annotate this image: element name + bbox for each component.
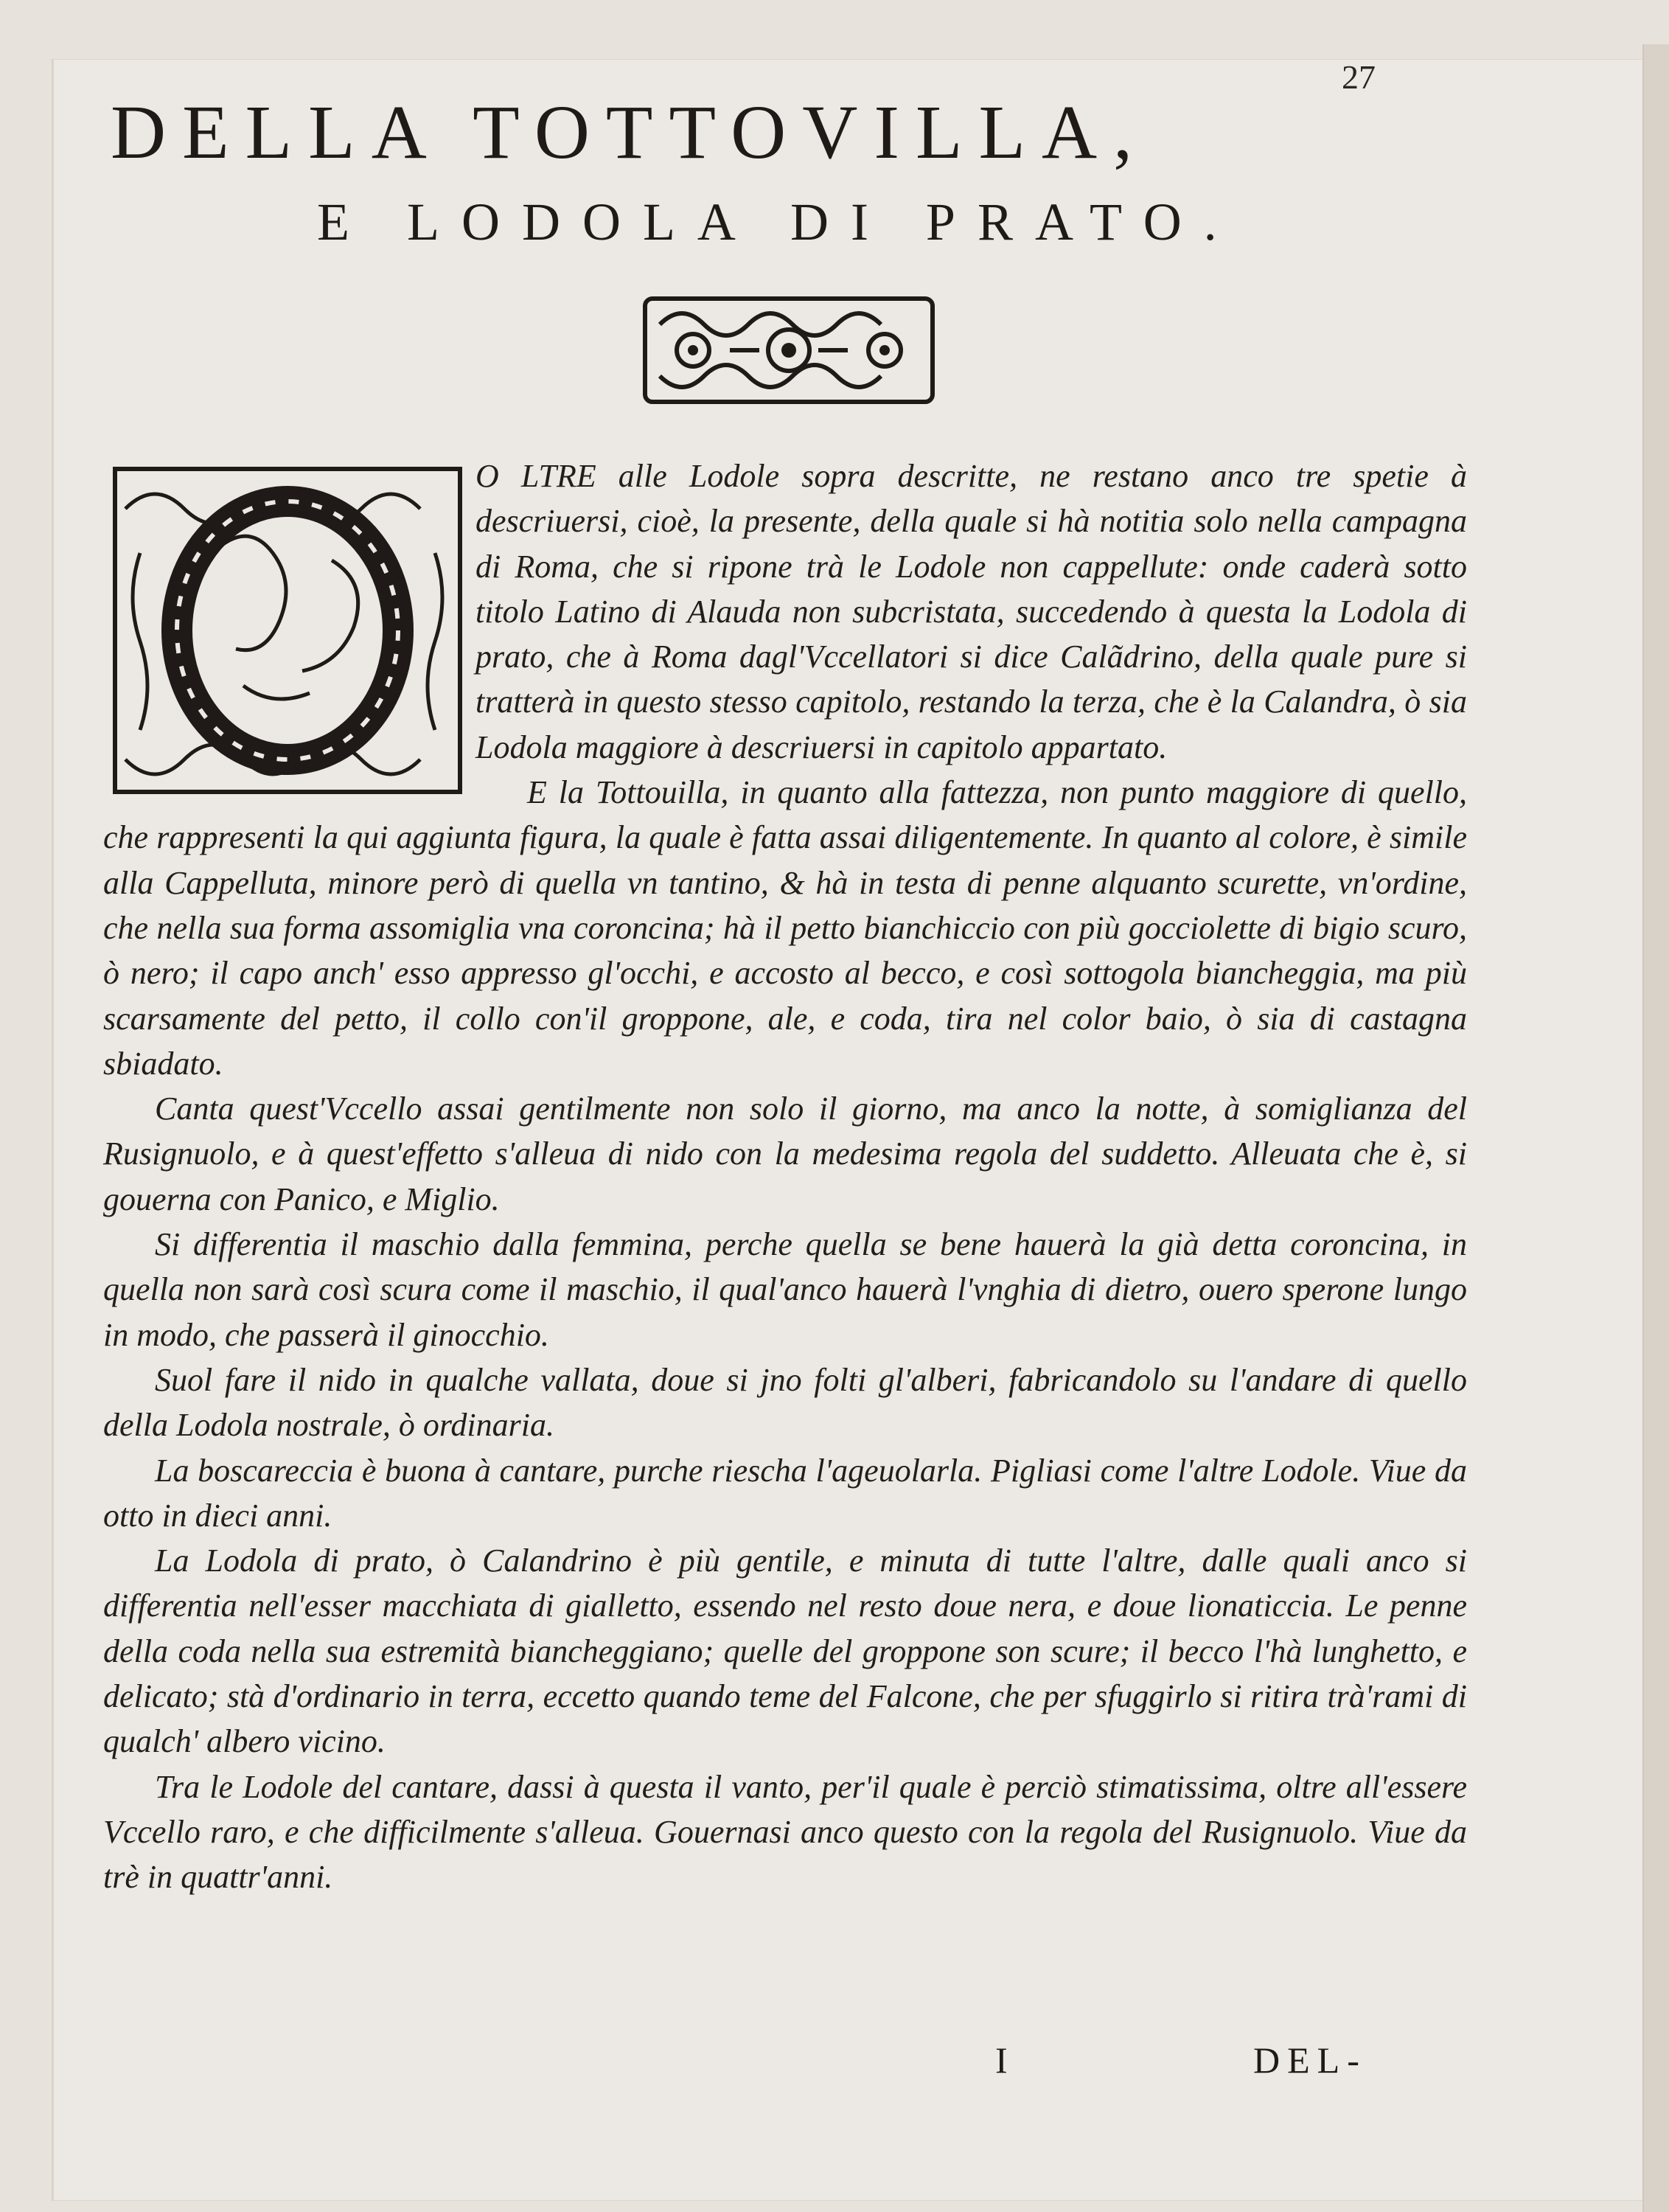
body-text bbox=[103, 453, 1467, 1900]
paragraph-2: E la Tottouilla, in quanto alla fattezza, non punto maggiore di quello, che rappresenti la qui aggiunta figura, la quale è fatta assai diligentemente. In quanto al colore, è simile alla Cappelluta, minore però di quella vn tantino, & hà in testa di penne alquanto scurette, vn'ordine, che nella sua forma assomiglia vna coroncina; hà il petto bianchiccio con più gocciolette di bigio scuro, ò nero; il capo anch' esso appresso gl'occhi, e accosto al becco, e così sottogola biancheggia, ma più scarsamente del petto, il collo con'il groppone, ale, e coda, tira nel color baio, ò sia di castagna sbiadato. bbox=[103, 774, 1467, 1082]
paragraph-5: Suol fare il nido in qualche vallata, doue si jno folti gl'alberi, fabricandolo su l'andare di quello della Lodola nostrale, ò ordinaria. bbox=[103, 1361, 1467, 1444]
page-subtitle: E LODOLA DI PRATO. bbox=[317, 192, 1239, 251]
catchword: DEL- bbox=[1253, 2039, 1367, 2081]
woodcut-ornament bbox=[641, 295, 936, 406]
paragraph-6: La boscareccia è buona à cantare, purche riescha l'ageuolarla. Pigliasi come l'altre Lodole. Viue da otto in dieci anni. bbox=[103, 1452, 1467, 1534]
signature-mark: I bbox=[995, 2039, 1008, 2081]
binding-edge bbox=[1642, 44, 1669, 2212]
page-number: 27 bbox=[1342, 58, 1376, 96]
paragraph-8: Tra le Lodole del cantare, dassi à questa il vanto, per'il quale è perciò stimatissima, oltre all'essere Vccello raro, e che difficilmente s'alleua. Gouernasi anco questo con la regola del Rusignuolo. Viue da trè in quattr'anni. bbox=[103, 1768, 1467, 1896]
paragraph-7: La Lodola di prato, ò Calandrino è più gentile, e minuta di tutte l'altre, dalle quali anco si differentia nell'esser macchiata di gialletto, essendo nel resto doue nera, e doue lionaticcia. Le penne della coda nella sua estremità biancheggiano; quelle del groppone son scure; il becco l'hà lunghetto, e delicato; stà d'ordinario in terra, eccetto quando teme del Falcone, che per sfuggirlo si ritira trà'rami di qualch' albero vicino. bbox=[103, 1543, 1467, 1760]
paragraph-3: Canta quest'Vccello assai gentilmente non solo il giorno, ma anco la notte, à somiglianza del Rusignuolo, e à quest'effetto s'alleua di nido con la medesima regola del suddetto. Alleuata che è, si gouerna con Panico, e Miglio. bbox=[103, 1091, 1467, 1217]
paragraph-4: Si differentia il maschio dalla femmina, perche quella se bene hauerà la già detta coroncina, in quella non sarà così scura come il maschio, il qual'anco hauerà l'vnghia di dietro, ouero sperone lungo in modo, che passerà il ginocchio. bbox=[103, 1226, 1467, 1353]
page-footer bbox=[0, 2039, 1669, 2090]
initial-letter-slot bbox=[103, 453, 475, 789]
page-title: DELLA TOTTOVILLA, bbox=[111, 90, 1149, 175]
paragraph-1: O LTRE alle Lodole sopra descritte, ne restano anco tre spetie à descriuersi, cioè, la presente, della quale si hà notitia solo nella campagna di Roma, che si ripone trà le Lodole non cappellute: onde caderà sotto titolo Latino di Alauda non subcristata, succedendo à questa la Lodola di prato, che à Roma dagl'Vccellatori si dice Calãdrino, della quale pure si tratterà in questo stesso capitolo, restando la terza, che è la Calandra, ò sia Lodola maggiore à descriuersi in capitolo appartato. bbox=[475, 458, 1467, 765]
